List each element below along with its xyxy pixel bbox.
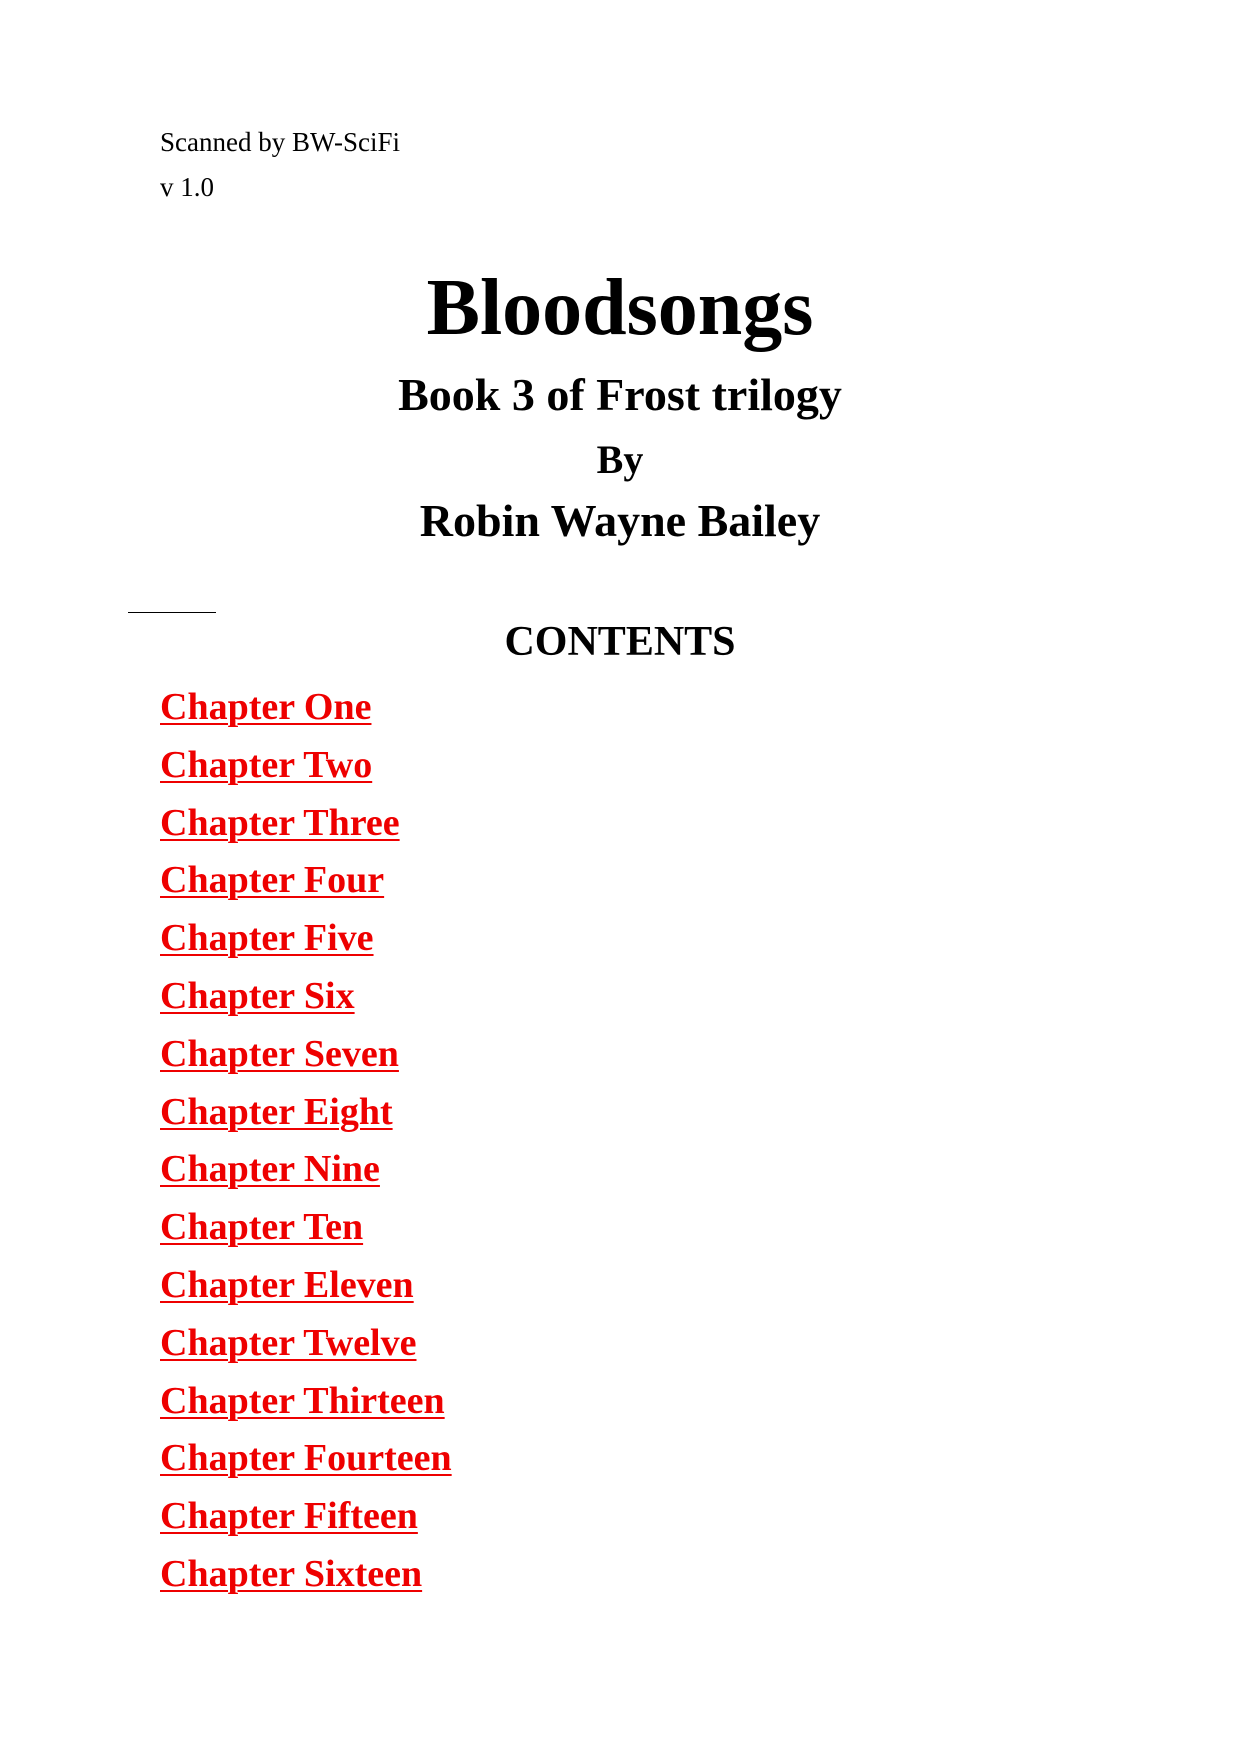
- chapter-link-five[interactable]: Chapter Five: [160, 917, 374, 960]
- chapter-list-item: [160, 1319, 452, 1377]
- scan-credit: Scanned by BW-SciFi: [160, 127, 400, 157]
- chapter-list-item: [160, 1434, 452, 1492]
- chapter-list-item: [160, 1203, 452, 1261]
- chapter-link-ten[interactable]: Chapter Ten: [160, 1206, 364, 1249]
- contents-heading: CONTENTS: [504, 619, 736, 665]
- chapter-link-fifteen[interactable]: Chapter Fifteen: [160, 1495, 418, 1538]
- chapter-link-fourteen[interactable]: Chapter Fourteen: [160, 1437, 452, 1480]
- chapter-list-item: [160, 741, 452, 799]
- chapter-link-one[interactable]: Chapter One: [160, 686, 372, 728]
- chapter-link-four[interactable]: Chapter Four: [160, 859, 385, 902]
- chapter-list-item: [160, 1377, 452, 1435]
- chapter-link-nine[interactable]: Chapter Nine: [160, 1148, 380, 1191]
- chapter-list-item: [160, 1088, 452, 1146]
- chapter-link-two[interactable]: Chapter Two: [160, 743, 373, 786]
- byline-label: By: [596, 437, 644, 482]
- book-subtitle: Book 3 of Frost trilogy: [398, 369, 842, 420]
- chapter-list-item: [160, 799, 452, 857]
- chapter-link-six[interactable]: Chapter Six: [160, 974, 355, 1017]
- book-title: Bloodsongs: [426, 264, 814, 352]
- chapter-link-seven[interactable]: Chapter Seven: [160, 1032, 399, 1075]
- author-name: Robin Wayne Bailey: [419, 495, 821, 546]
- chapter-list-item: [160, 1492, 452, 1550]
- chapter-list-item: [160, 1145, 452, 1203]
- chapter-link-eleven[interactable]: Chapter Eleven: [160, 1263, 414, 1306]
- chapter-list-item: [160, 683, 452, 741]
- chapter-list-item: [160, 856, 452, 914]
- chapter-link-eight[interactable]: Chapter Eight: [160, 1090, 393, 1133]
- chapter-list-item: [160, 1550, 452, 1608]
- chapter-list-item: [160, 972, 452, 1030]
- chapter-link-thirteen[interactable]: Chapter Thirteen: [160, 1379, 445, 1422]
- chapter-list-item: [160, 1030, 452, 1088]
- chapter-list-item: [160, 914, 452, 972]
- chapter-link-twelve[interactable]: Chapter Twelve: [160, 1321, 417, 1364]
- chapter-list: [160, 683, 452, 1608]
- chapter-link-three[interactable]: Chapter Three: [160, 801, 400, 844]
- chapter-link-sixteen[interactable]: Chapter Sixteen: [160, 1552, 423, 1595]
- separator-line: [128, 612, 216, 613]
- chapter-list-item: [160, 1261, 452, 1319]
- version-label: v 1.0: [160, 172, 214, 202]
